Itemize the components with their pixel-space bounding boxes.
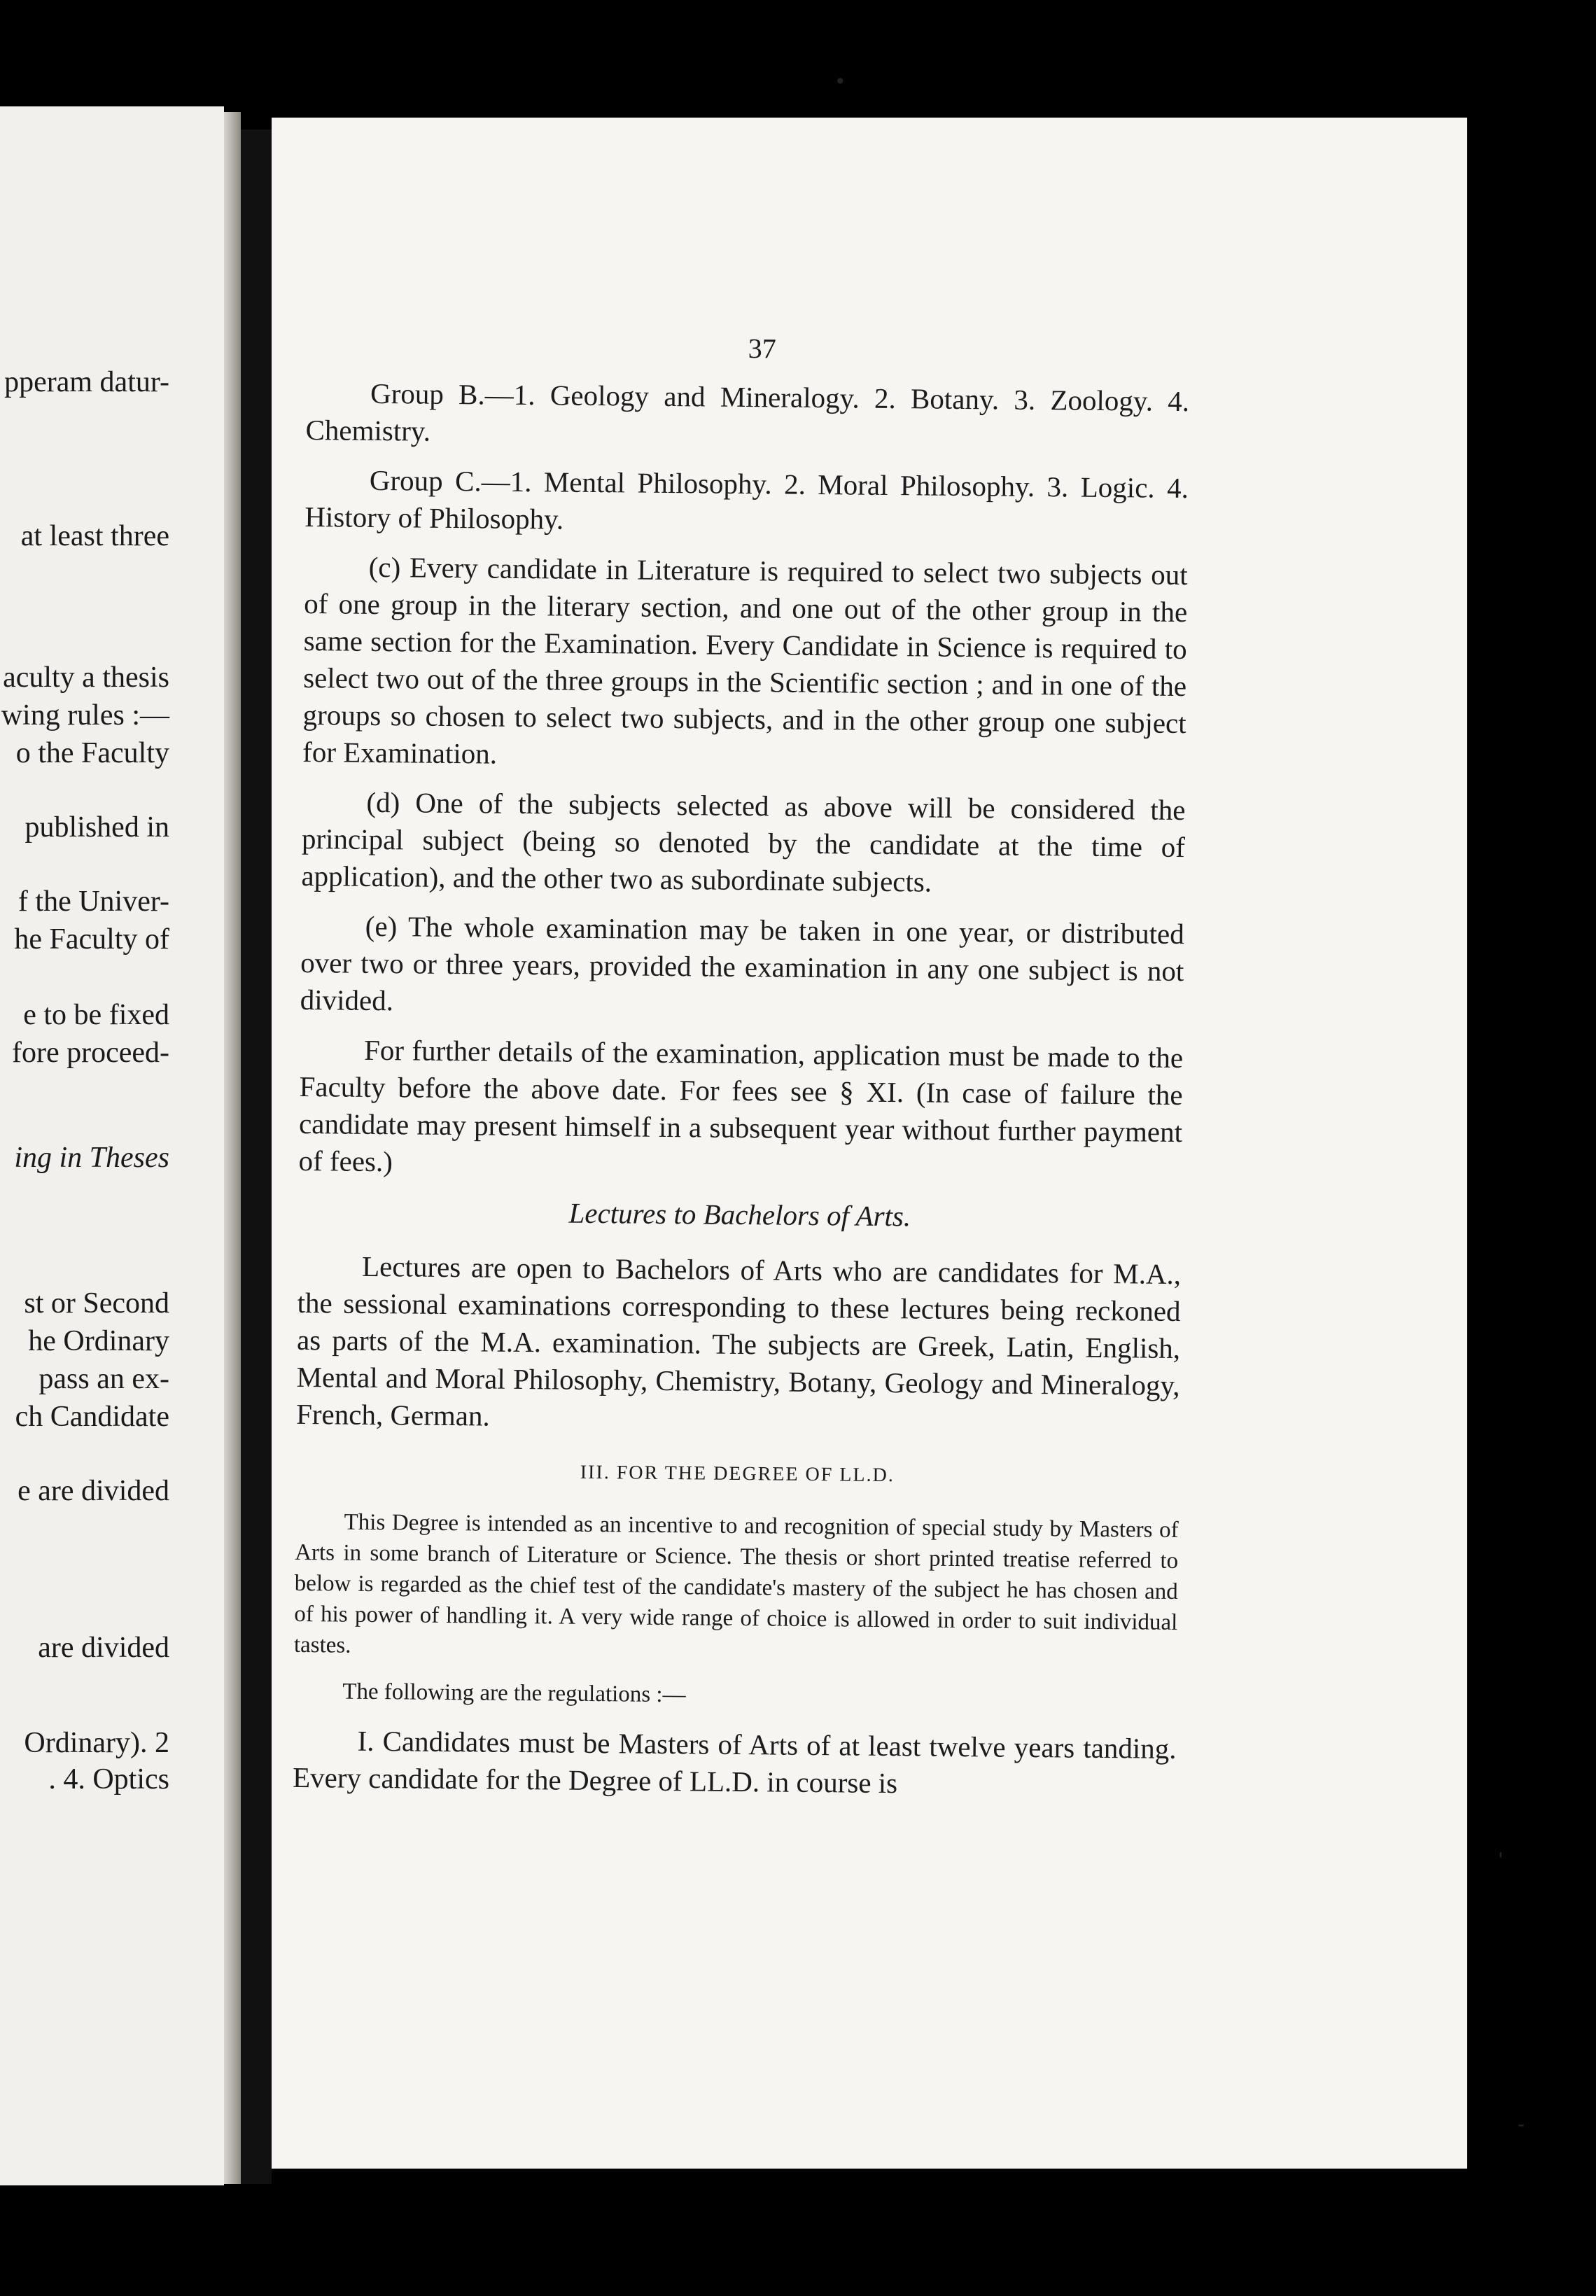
left-page-fragment: ing in Theses [14, 1142, 169, 1174]
section-heading-lld: III. FOR THE DEGREE OF LL.D. [580, 1461, 895, 1487]
section-heading-lectures: Lectures to Bachelors of Arts. [568, 1196, 911, 1233]
left-page-fragment: e are divided [18, 1475, 169, 1507]
left-page-fragment: Ordinary). 2 [24, 1727, 169, 1759]
left-page-fragment: wing rules :— [1, 699, 169, 732]
page-text-block [293, 328, 1190, 1817]
paragraph-d-principal-subject: (d) One of the subjects selected as above will be considered the principal subject (being so denoted by the candidate at the time of application), and the other two as subordinate subjects. [301, 785, 1186, 898]
left-facing-page [0, 106, 224, 2185]
left-page-fragment: he Ordinary [28, 1325, 169, 1357]
left-page-fragment: published in [24, 811, 169, 844]
page-number: 37 [748, 332, 776, 365]
left-page-fragment: pass an ex- [38, 1363, 169, 1395]
paragraph-further-details: For further details of the examination, application must be made to the Faculty before the above date. For fees see § XI. (In case of failure the candidate may present himself in a subsequent year without further payment of fees.) [298, 1033, 1184, 1178]
paragraph-lectures: Lectures are open to Bachelors of Arts who are candidates for M.A., the sessional examinations corresponding to these lectures being reckoned as parts of the M.A. examination. The subjects are Greek, Latin, English, Mental and Moral Philosophy, Chemistry, Botany, Geology and Mineralogy, French, German. [295, 1250, 1182, 1432]
scan-speck: ' [1498, 1848, 1504, 1871]
left-page-fragment: at least three [20, 520, 169, 552]
left-page-fragment: pperam datur- [4, 366, 169, 398]
left-page-fragment: o the Faculty [15, 737, 169, 769]
left-page-fragment: st or Second [24, 1287, 169, 1320]
left-page-fragment: . 4. Optics [48, 1763, 169, 1795]
paragraph-group-c: Group C.—1. Mental Philosophy. 2. Moral Philosophy. 3. Logic. 4. History of Philosophy. [304, 463, 1189, 536]
paragraph-lld-intro: This Degree is intended as an incentive to and recognition of special study by Masters of Arts in some branch of Literature or Science. The thesis or short printed treatise referred to below is regarded as the chief test of the candidate's mastery of the subject he has chosen and of his power of handling it. A very wide range of choice is allowed in order to suit individual tastes. [293, 1509, 1179, 1658]
left-page-fragment: he Faculty of [14, 923, 169, 955]
left-page-fragment: aculty a thesis [3, 662, 169, 694]
paragraph-e-examination-timing: (e) The whole examination may be taken in one year, or distributed over two or three years, provided the examination in any one subject is not divided. [300, 909, 1184, 1017]
paragraph-group-b: Group B.—1. Geology and Mineralogy. 2. Botany. 3. Zoology. 4. Chemistry. [305, 377, 1190, 447]
left-page-fragment: fore proceed- [11, 1037, 169, 1069]
left-page-fragment: ch Candidate [15, 1401, 169, 1433]
left-page-fragment: are divided [38, 1632, 169, 1664]
left-page-fragment: e to be fixed [23, 999, 169, 1031]
paragraph-regulation-one: I. Candidates must be Masters of Arts of at least twelve years tanding. Every candidate for the Degree of LL.D. in course is [292, 1724, 1177, 1800]
scan-speck: • [834, 70, 846, 93]
page-gutter [224, 112, 241, 2184]
paragraph-regulations-lead: The following are the regulations :— [342, 1679, 686, 1708]
book-spine-shadow [241, 130, 272, 2184]
scan-speck: - [1518, 2113, 1525, 2136]
paragraph-c-subject-selection: (c) Every candidate in Literature is required to select two subjects out of one group in the literary section, and one out of the other group in the same section for the Examination. Every Candidate in Science is required to select two out of the three groups in the Scientific section ; and in one of the groups so chosen to select two subjects, and in the other group one subject for Examination. [302, 550, 1188, 770]
right-main-page [272, 118, 1467, 2169]
left-page-fragment: f the Univer- [18, 886, 169, 918]
